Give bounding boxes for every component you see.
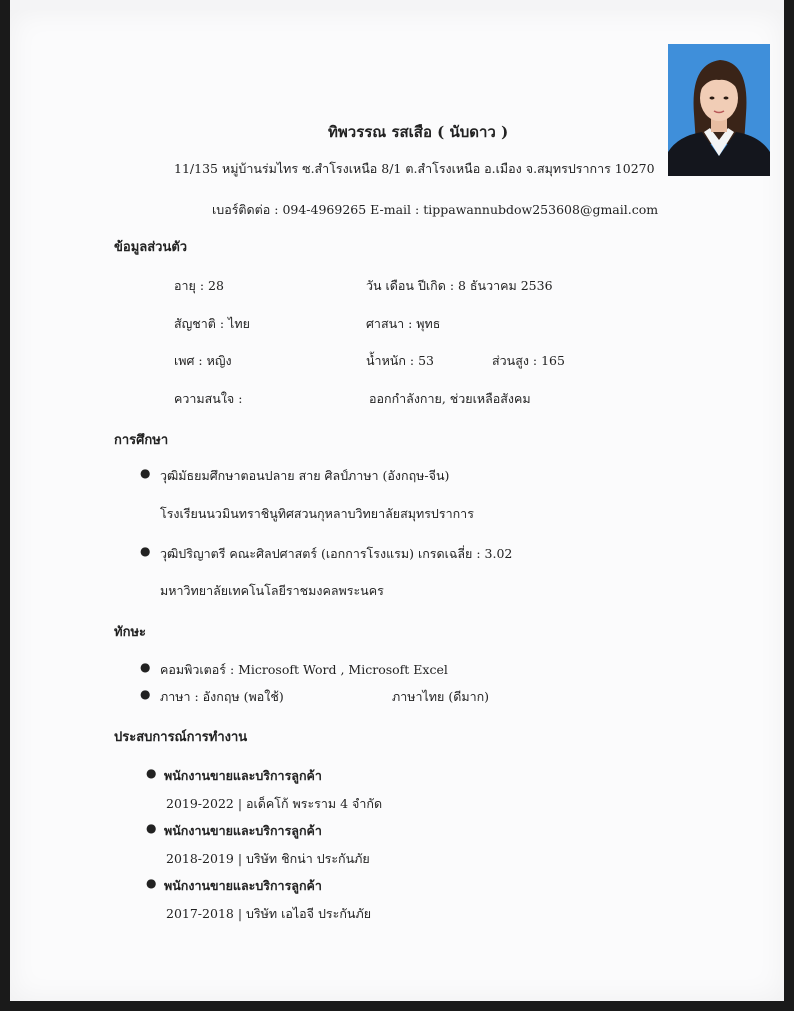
education-school: มหาวิทยาลัยเทคโนโลยีราชมงคลพระนคร <box>160 583 384 598</box>
weight: น้ำหนัก : 53 <box>366 353 434 368</box>
job-title: พนักงานขายและบริการลูกค้า <box>164 823 322 838</box>
job-detail: 2019-2022 | อเด็คโก้ พระราม 4 จำกัด <box>166 796 383 811</box>
height: ส่วนสูง : 165 <box>492 353 565 368</box>
bullet-icon: ● <box>146 766 157 780</box>
job-detail: 2018-2019 | บริษัท ชิกน่า ประกันภัย <box>166 851 370 866</box>
contact-info: เบอร์ติดต่อ : 094-4969265 E-mail : tippawannubdow253608@gmail.com <box>212 202 659 217</box>
skills-heading: ทักษะ <box>114 625 146 640</box>
religion: ศาสนา : พุทธ <box>366 316 441 331</box>
interests-value: ออกกำลังกาย, ช่วยเหลือสังคม <box>369 391 531 406</box>
bullet-icon: ● <box>146 876 157 890</box>
personal-info-heading: ข้อมูลส่วนตัว <box>114 240 188 255</box>
skill-computer: คอมพิวเตอร์ : Microsoft Word , Microsoft Excel <box>160 662 448 677</box>
page-top-margin <box>10 0 784 10</box>
bullet-icon: ● <box>140 687 151 701</box>
birth-date: วัน เดือน ปีเกิด : 8 ธันวาคม 2536 <box>366 278 553 293</box>
skill-language-thai: ภาษาไทย (ดีมาก) <box>392 689 490 704</box>
nationality: สัญชาติ : ไทย <box>174 316 250 331</box>
age: อายุ : 28 <box>174 278 224 293</box>
education-school: โรงเรียนนวมินทราชินูทิศสวนกุหลาบวิทยาลัยสมุทรปราการ <box>160 506 474 521</box>
sex: เพศ : หญิง <box>174 353 232 368</box>
applicant-name: ทิพวรรณ รสเสือ ( นับดาว ) <box>328 123 509 141</box>
interests-label: ความสนใจ : <box>174 391 243 406</box>
education-heading: การศึกษา <box>114 433 169 448</box>
job-title: พนักงานขายและบริการลูกค้า <box>164 878 322 893</box>
skill-language: ภาษา : อังกฤษ (พอใช้) <box>160 689 284 704</box>
education-degree: วุฒิปริญาตรี คณะศิลปศาสตร์ (เอกการโรงแรม) เกรดเฉลี่ย : 3.02 <box>160 546 513 561</box>
bullet-icon: ● <box>140 466 151 480</box>
job-title: พนักงานขายและบริการลูกค้า <box>164 768 322 783</box>
address: 11/135 หมู่บ้านร่มไทร ซ.สำโรงเหนือ 8/1 ต.สำโรงเหนือ อ.เมือง จ.สมุทรปราการ 10270 <box>174 161 655 176</box>
bullet-icon: ● <box>140 544 151 558</box>
profile-photo <box>668 44 770 176</box>
job-detail: 2017-2018 | บริษัท เอไอจี ประกันภัย <box>166 906 372 921</box>
education-degree: วุฒิมัธยมศึกษาตอนปลาย สาย ศิลป์ภาษา (อังกฤษ-จีน) <box>160 468 450 483</box>
bullet-icon: ● <box>146 821 157 835</box>
experience-heading: ประสบการณ์การทำงาน <box>114 730 248 745</box>
bullet-icon: ● <box>140 660 151 674</box>
